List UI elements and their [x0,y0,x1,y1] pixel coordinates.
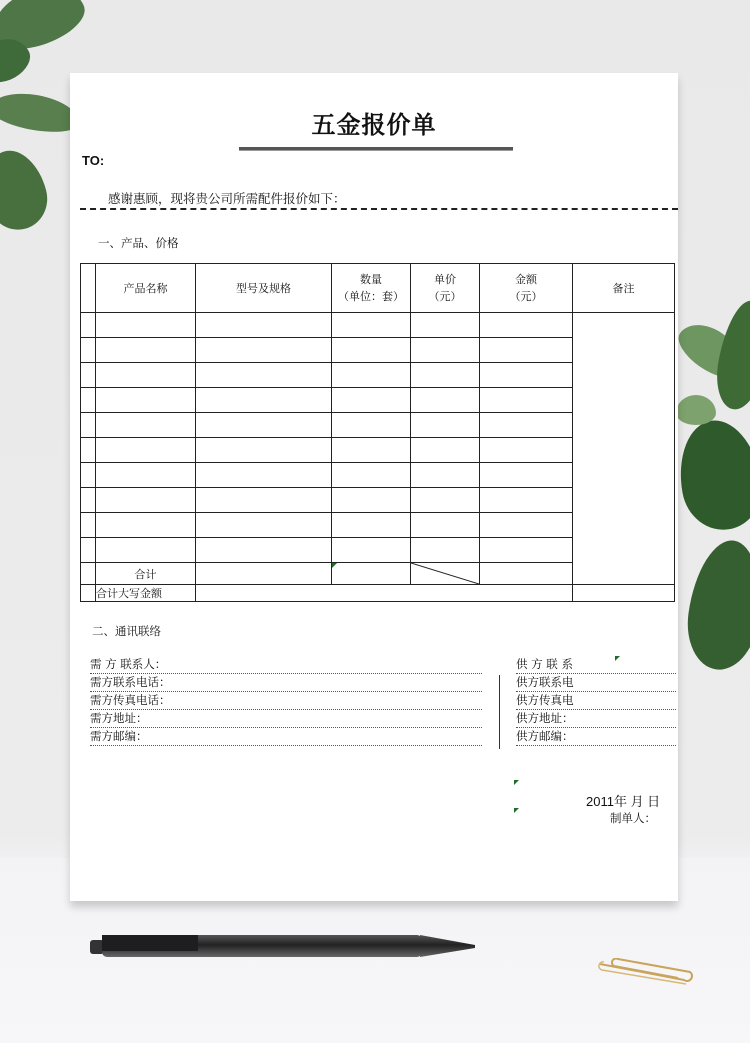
buyer-contact-field[interactable]: 需 方 联系人： [90,656,482,674]
total-model-cell[interactable] [196,563,332,585]
cell-price[interactable] [411,488,480,513]
cell-model[interactable] [196,388,332,413]
cell-name[interactable] [96,363,196,388]
cell-amount[interactable] [480,338,573,363]
header-price-line2: （元） [428,290,462,303]
cell-price[interactable] [411,438,480,463]
cell-qty[interactable] [332,438,411,463]
cell-qty[interactable] [332,413,411,438]
cell-model[interactable] [196,313,332,338]
supplier-fax-field[interactable]: 供方传真电 [516,692,676,710]
cell-amount[interactable] [480,438,573,463]
total-qty-cell[interactable] [332,563,411,585]
cell-price[interactable] [411,363,480,388]
page-title: 五金报价单 [311,111,437,139]
header-quantity-line2: （单位：套） [338,290,404,303]
diagonal-slash-icon [411,563,479,584]
header-amount-line1: 金额 [515,273,537,286]
cell-qty[interactable] [332,338,411,363]
cell-model[interactable] [196,338,332,363]
row-marker-cell [81,563,96,585]
cell-name[interactable] [96,513,196,538]
to-label: TO: [82,153,105,168]
cell-qty[interactable] [332,313,411,338]
section-products-title: 一、产品、价格 [98,236,179,250]
cell-amount[interactable] [480,313,573,338]
cell-amount[interactable] [480,463,573,488]
total-capital-row [81,585,675,602]
date-field[interactable]: 2011年 月 日 [586,794,661,809]
cell-name[interactable] [96,538,196,563]
cell-qty[interactable] [332,538,411,563]
cell-name[interactable] [96,463,196,488]
cell-amount[interactable] [480,538,573,563]
cell-remark-merged[interactable] [573,313,675,585]
cell-price[interactable] [411,338,480,363]
supplier-contact-field[interactable]: 供 方 联 系 [516,656,676,674]
row-marker-cell [81,313,96,338]
total-label: 合计 [96,563,196,585]
cell-comment-marker-icon [514,808,519,813]
total-capital-value[interactable] [196,585,573,602]
header-amount [480,264,573,313]
cell-comment-marker-icon [514,780,519,785]
maker-field[interactable]: 制单人： [610,811,656,825]
header-quantity-line1: 数量 [360,273,382,286]
supplier-phone-field[interactable]: 供方联系电 [516,674,676,692]
cell-qty[interactable] [332,488,411,513]
cell-price[interactable] [411,313,480,338]
table-row [81,313,675,338]
cell-qty[interactable] [332,513,411,538]
cell-amount[interactable] [480,413,573,438]
cell-name[interactable] [96,413,196,438]
cell-model[interactable] [196,463,332,488]
row-marker-cell [81,538,96,563]
cell-qty[interactable] [332,388,411,413]
row-marker-cell [81,363,96,388]
header-unit-price [411,264,480,313]
total-capital-remark[interactable] [573,585,675,602]
header-quantity [332,264,411,313]
buyer-zip-field[interactable]: 需方邮编： [90,728,482,746]
cell-model[interactable] [196,538,332,563]
header-product-name: 产品名称 [96,264,196,313]
buyer-phone-field[interactable]: 需方联系电话： [90,674,482,692]
header-amount-line2: （元） [509,290,543,303]
pen-icon [90,932,478,960]
row-marker-cell [81,338,96,363]
cell-model[interactable] [196,513,332,538]
cell-qty[interactable] [332,463,411,488]
supplier-address-field[interactable]: 供方地址： [516,710,676,728]
supplier-zip-field[interactable]: 供方邮编： [516,728,676,746]
header-model-spec: 型号及规格 [196,264,332,313]
row-marker-cell [81,264,96,313]
row-marker-cell [81,463,96,488]
cell-name[interactable] [96,388,196,413]
cell-model[interactable] [196,488,332,513]
cell-price[interactable] [411,388,480,413]
cell-price[interactable] [411,513,480,538]
buyer-fax-field[interactable]: 需方传真电话： [90,692,482,710]
header-price-line1: 单价 [434,273,456,286]
cell-price[interactable] [411,538,480,563]
cell-name[interactable] [96,313,196,338]
paperclip-icon [594,958,698,988]
row-marker-cell [81,413,96,438]
quote-table [80,263,675,602]
total-price-cell-slashed [411,563,480,585]
dashed-divider [80,208,678,210]
table-header-row [81,264,675,313]
total-amount-cell[interactable] [480,563,573,585]
cell-name[interactable] [96,488,196,513]
row-marker-cell [81,438,96,463]
title-underline [239,147,513,151]
row-marker-cell [81,388,96,413]
cell-amount[interactable] [480,363,573,388]
cell-comment-marker-icon [615,656,620,661]
cell-amount[interactable] [480,488,573,513]
contact-divider [499,675,500,749]
cell-amount[interactable] [480,513,573,538]
cell-name[interactable] [96,438,196,463]
cell-price[interactable] [411,413,480,438]
total-capital-label: 合计大写金额 [96,585,196,602]
buyer-address-field[interactable]: 需方地址： [90,710,482,728]
section-contact-title: 二、通讯联络 [92,624,161,638]
cell-model[interactable] [196,438,332,463]
cell-comment-marker-icon [332,563,337,568]
row-marker-cell [81,513,96,538]
intro-text: 感谢惠顾，现将贵公司所需配件报价如下： [108,191,346,206]
row-marker-cell [81,488,96,513]
cell-name[interactable] [96,338,196,363]
quote-sheet [70,73,678,901]
cell-qty[interactable] [332,363,411,388]
cell-model[interactable] [196,363,332,388]
cell-price[interactable] [411,463,480,488]
row-marker-cell [81,585,96,602]
cell-model[interactable] [196,413,332,438]
cell-amount[interactable] [480,388,573,413]
header-remark: 备注 [573,264,675,313]
